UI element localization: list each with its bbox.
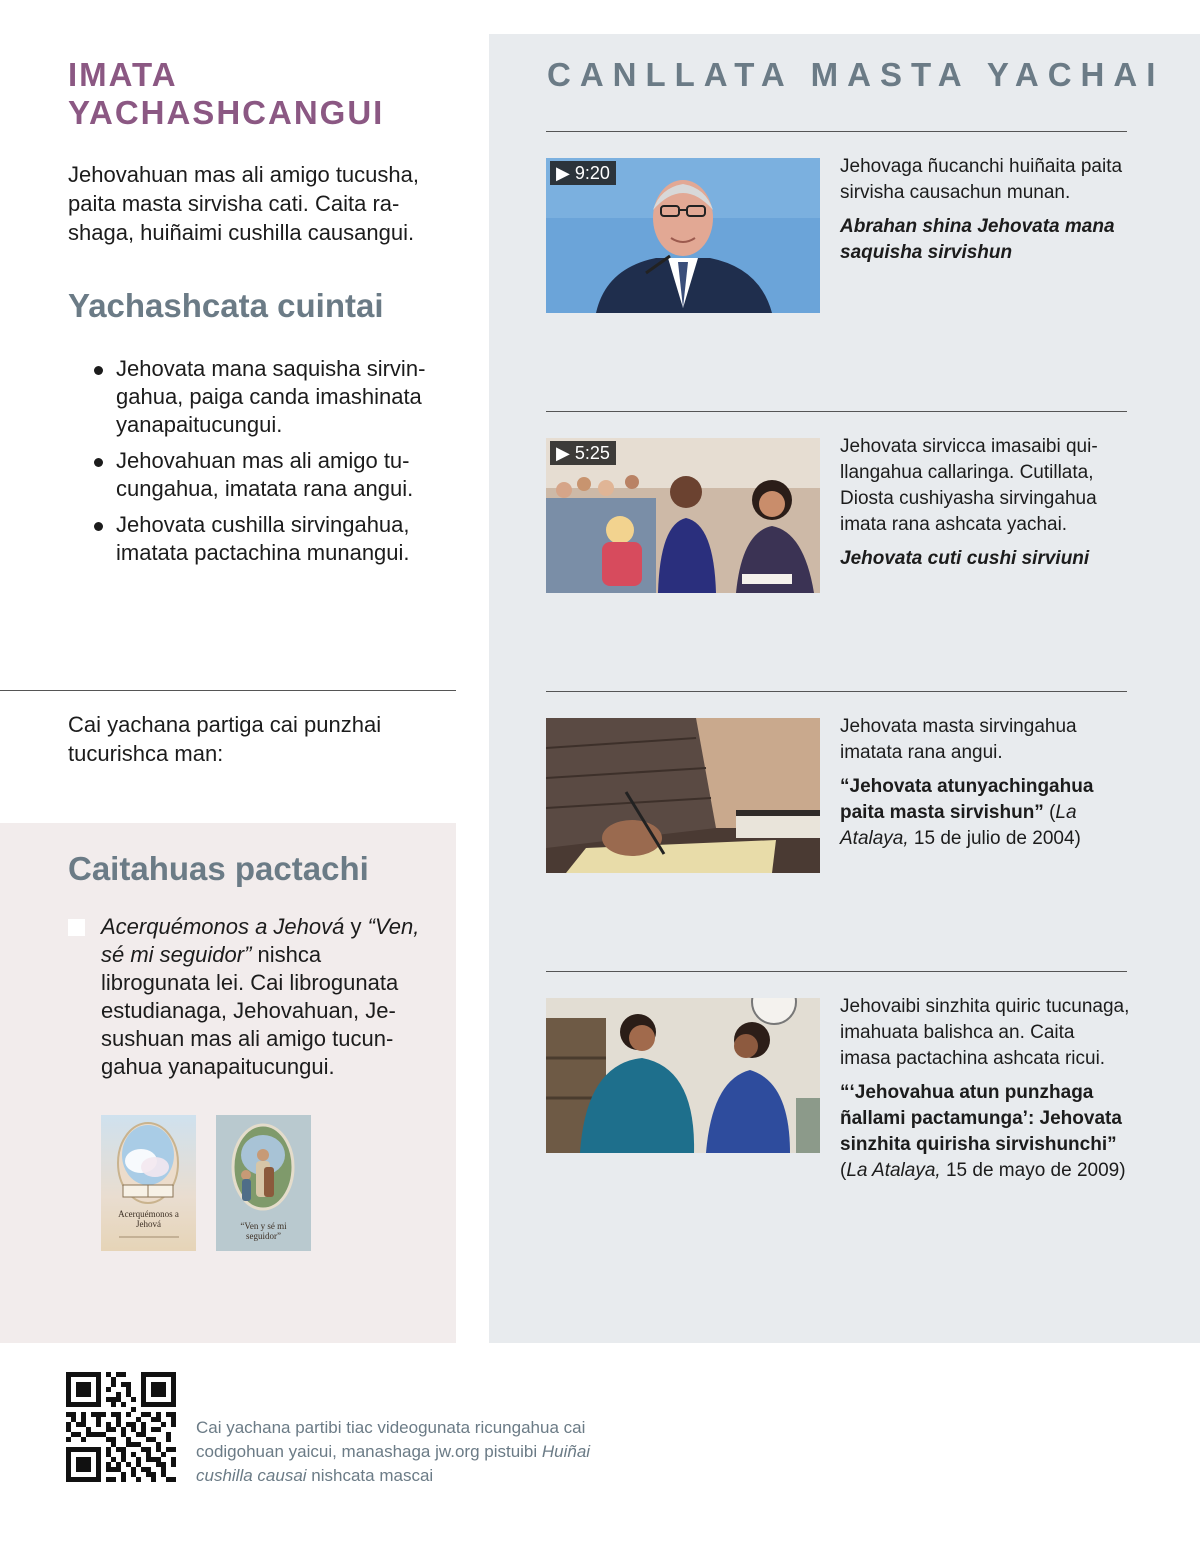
left-column xyxy=(0,0,456,1343)
summary-item: Jehovata mana saquisha sirvingahua, paiga canda imashinata yanapaitucungui. xyxy=(92,355,448,439)
page-title xyxy=(68,56,428,132)
nurses-image xyxy=(546,998,820,1153)
try-heading: Caitahuas pactachi xyxy=(68,850,369,887)
qr-code-icon[interactable] xyxy=(66,1372,176,1482)
footer-tail: nishcata mascai xyxy=(306,1466,434,1485)
book-cover-1-art xyxy=(101,1115,196,1251)
citation-magazine: La Atalaya, xyxy=(846,1160,941,1181)
try-this-box xyxy=(0,823,456,1343)
book-title-2[interactable]: “Ven, sé mi seguidor” xyxy=(101,914,420,967)
section-title: CANLLATA MASTA YACHAI xyxy=(547,56,1165,93)
video-link[interactable]: Abrahan shina Jehovata mana saquisha sirvishun xyxy=(840,216,1115,263)
article-link[interactable] xyxy=(840,774,1130,852)
divider xyxy=(546,131,1127,132)
divider xyxy=(546,691,1127,692)
more-to-learn-panel xyxy=(489,34,1200,1343)
article-info xyxy=(840,994,1130,1184)
book-title-1[interactable]: Acerquémonos a Jehová xyxy=(101,914,345,939)
book-cover-2-title: “Ven y sé mi seguidor” xyxy=(240,1221,287,1241)
summary-heading: Yachashcata cuintai xyxy=(68,287,384,324)
intro-paragraph: Jehovahuan mas ali amigo tucusha, paita masta sirvisha cati. Caita rashaga, huiñaimi cushilla causangui. xyxy=(68,162,419,245)
video-link[interactable]: Jehovata cuti cushi sirviuni xyxy=(840,548,1090,569)
video-info xyxy=(840,154,1130,266)
video-description: Jehovaga ñucanchi huiñaita paita sirvisha causachun munan. xyxy=(840,156,1123,203)
video-description: Jehovata sirvicca imasaibi quillangahua callaringa. Cutillata, Diosta cushiyasha sirvingahua imata rana ashcata yachai. xyxy=(840,436,1098,535)
book-cover-draw-close[interactable] xyxy=(101,1115,196,1251)
article-thumbnail[interactable] xyxy=(546,718,820,873)
qr-code-pattern xyxy=(66,1372,176,1482)
article-title: “Jehovata atunyachingahua paita masta sirvishun” xyxy=(840,776,1094,823)
article-thumbnail[interactable] xyxy=(546,998,820,1153)
footer-text xyxy=(196,1416,636,1488)
summary-item: Jehovata cushilla sirvingahua, imatata pactachina munangui. xyxy=(92,511,448,567)
checkbox[interactable] xyxy=(68,919,85,936)
citation-magazine: La Atalaya, xyxy=(840,802,1077,849)
summary-item: Jehovahuan mas ali amigo tucungahua, imatata rana angui. xyxy=(92,447,448,503)
video-duration xyxy=(550,441,616,465)
page-title-text: IMATA YACHASHCANGUI xyxy=(68,56,385,131)
article-info xyxy=(840,714,1130,852)
book-cover-follow-me[interactable] xyxy=(216,1115,311,1251)
article-citation xyxy=(840,1160,1126,1181)
summary-list xyxy=(92,355,448,575)
article-description: Jehovaibi sinzhita quiric tucunaga, imahuata balishca an. Caita imasa pactachina ashcata ricui. xyxy=(840,996,1130,1069)
duration-label: 5:25 xyxy=(574,443,610,463)
divider xyxy=(546,411,1127,412)
citation-date: 15 de mayo de 2009) xyxy=(940,1160,1126,1181)
duration-label: 9:20 xyxy=(574,163,610,183)
play-icon: ▶ xyxy=(556,443,570,463)
play-icon: ▶ xyxy=(556,163,570,183)
citation-date: 15 de julio de 2004) xyxy=(908,828,1081,849)
citation-open: ( xyxy=(840,1160,847,1181)
article-title: “‘Jehovahua atun punzhaga ñallami pactamunga’: Jehovata sinzhita quirisha sirvishunchi” xyxy=(840,1082,1122,1155)
try-text xyxy=(101,913,431,1081)
try-text-rest: nishca librogunata lei. Cai librogunata estudianaga, Jehovahuan, Jesushuan mas ali amigo tucungahua yanapaitucungui. xyxy=(101,942,399,1079)
book-cover-1-title: Acerquémonos a Jehová xyxy=(118,1209,179,1229)
article-link[interactable] xyxy=(840,1080,1130,1184)
prompt-text: Cai yachana partiga cai punzhai tucurishca man: xyxy=(68,712,382,766)
citation-open: ( xyxy=(1043,802,1056,823)
footer-emph: Huiñai cushilla causai xyxy=(196,1442,591,1485)
divider xyxy=(546,971,1127,972)
video-info xyxy=(840,434,1130,572)
video-thumbnail[interactable] xyxy=(546,158,820,313)
video-thumbnail[interactable] xyxy=(546,438,820,593)
divider xyxy=(0,690,456,691)
try-text-join: y xyxy=(344,914,368,939)
video-duration xyxy=(550,161,616,185)
article-description: Jehovata masta sirvingahua imatata rana angui. xyxy=(840,716,1077,763)
writing-image xyxy=(546,718,820,873)
footer-line: Cai yachana partibi tiac videogunata ricungahua cai codigohuan yaicui, manashaga jw.org pistuibi xyxy=(196,1418,586,1461)
